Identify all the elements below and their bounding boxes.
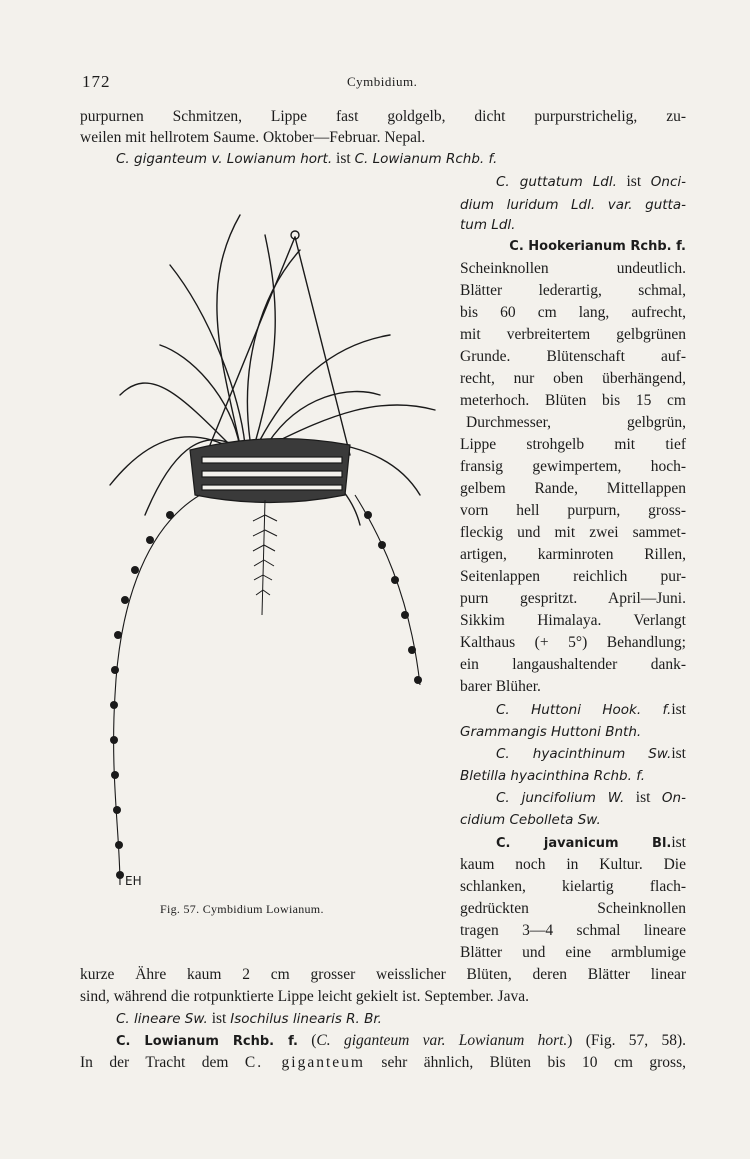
- hanger-wire: [210, 237, 295, 445]
- text-line: gelbem Rande, Mittellappen: [460, 480, 686, 497]
- text-line: fransig gewimpertem, hoch-: [460, 458, 686, 475]
- hanger-wire: [295, 237, 350, 455]
- text-line: weilen mit hellrotem Saume. Oktober—Februar. Nepal.: [80, 129, 426, 146]
- text-line: kaum noch in Kultur. Die: [460, 856, 686, 873]
- text-line: Grammangis Huttoni Bnth.: [460, 724, 642, 740]
- text-line: cidium Cebolleta Sw.: [460, 812, 601, 828]
- synonym-entry: C. hyacinthinum Sw.ist: [496, 745, 686, 762]
- orchid-illustration: [90, 195, 450, 895]
- text-line: recht, nur oben überhängend,: [460, 370, 686, 387]
- running-head-title: Cymbidium.: [347, 74, 418, 89]
- flower-spike: [355, 495, 420, 685]
- figure-caption: Fig. 57. Cymbidium Lowianum.: [160, 902, 324, 916]
- text-line: purn gespritzt. April—Juni.: [460, 590, 686, 607]
- text-line: In der Tracht dem C. giganteum sehr ähnlich, Blüten bis 10 cm gross,: [80, 1054, 686, 1071]
- text-line: fleckig und mit zwei sammet-: [460, 524, 686, 541]
- text-line: Bletilla hyacinthina Rchb. f.: [460, 768, 646, 784]
- synonym-entry: C. giganteum v. Lowianum hort. ist C. Lowianum Rchb. f.: [116, 150, 498, 167]
- text-line: Lippe strohgelb mit tief: [460, 436, 686, 453]
- text-line: Blätter und eine armblumige: [460, 944, 686, 961]
- text-line: Blätter lederartig, schmal,: [460, 282, 686, 299]
- text-line: tragen 3—4 schmal lineare: [460, 922, 686, 939]
- flower-spike: [114, 495, 200, 885]
- text-line: mit verbreitertem gelbgrünen: [460, 326, 686, 343]
- text-line: purpurnen Schmitzen, Lippe fast goldgelb, dicht purpurstrichelig, zu-: [80, 108, 686, 125]
- text-line: ein langaushaltender dank-: [460, 656, 686, 673]
- text-line: bis 60 cm lang, aufrecht,: [460, 304, 686, 321]
- species-heading: C. Hookerianum Rchb. f.: [509, 239, 686, 254]
- text-line: Scheinknollen undeutlich.: [460, 260, 686, 277]
- text-line: gedrückten Scheinknollen: [460, 900, 686, 917]
- synonym-entry: C. juncifolium W. ist On-: [496, 789, 686, 806]
- species-heading: C. Lowianum Rchb. f. (C. giganteum var. Lowianum hort.) (Fig. 57, 58).: [116, 1032, 686, 1049]
- text-line: schlanken, kielartig flach-: [460, 878, 686, 895]
- text-line: Durchmesser, gelbgrün,: [466, 414, 686, 431]
- text-line: meterhoch. Blüten bis 15 cm: [460, 392, 686, 409]
- text-line: Sikkim Himalaya. Verlangt: [460, 612, 686, 629]
- text-line: Kalthaus (+ 5°) Behandlung;: [460, 634, 686, 651]
- text-line: sind, während die rotpunktierte Lippe leicht gekielt ist. September. Java.: [80, 988, 529, 1005]
- text-line: kurze Ähre kaum 2 cm grosser weisslicher Blüten, deren Blätter linear: [80, 966, 686, 983]
- text-line: Grunde. Blütenschaft auf-: [460, 348, 686, 365]
- text-line: Seitenlappen reichlich pur-: [460, 568, 686, 585]
- text-line: dium luridum Ldl. var. gutta-: [460, 197, 686, 213]
- running-head: [82, 72, 692, 92]
- synonym-entry: C. Huttoni Hook. f.ist: [496, 701, 686, 718]
- text-line: vorn hell purpurn, gross-: [460, 502, 686, 519]
- text-line: barer Blüher.: [460, 678, 541, 695]
- artist-monogram: EH: [125, 874, 142, 888]
- text-line: tum Ldl.: [460, 217, 516, 233]
- synonym-entry: C. lineare Sw. ist Isochilus linearis R. Br.: [116, 1010, 382, 1027]
- species-heading: C. javanicum Bl.ist: [496, 834, 686, 851]
- text-line: artigen, karminroten Rillen,: [460, 546, 686, 563]
- synonym-entry: C. guttatum Ldl. ist Onci-: [496, 173, 686, 190]
- page-number: 172: [82, 72, 111, 91]
